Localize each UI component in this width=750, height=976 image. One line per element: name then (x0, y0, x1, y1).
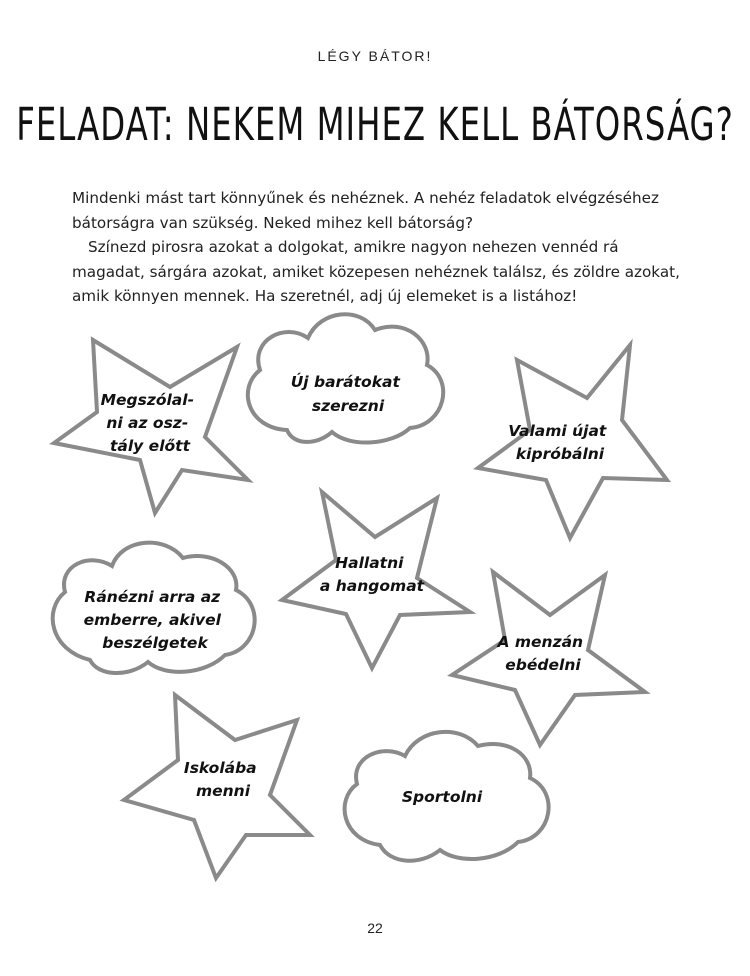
label-line: ebédelni (505, 656, 581, 674)
label-line: szerezni (311, 397, 385, 415)
label-line: beszélgetek (102, 634, 208, 652)
label-line: a hangomat (319, 577, 425, 595)
label-line: Új barátokat (290, 373, 400, 391)
star-raise-my-voice[interactable] (282, 492, 470, 668)
label-line: kipróbálni (515, 445, 605, 463)
label-line: menni (195, 782, 251, 800)
intro-paragraph-2: Színezd pirosra azokat a dolgokat, amikre nagyon nehezen vennéd rá magadat, sárgára azokat, amiket közepesen nehéznek találsz, és zöldre azokat, amik könnyen mennek. Ha szeretnél, adj új elemeket is a listához! (72, 238, 680, 305)
label-line: A menzán (497, 633, 584, 651)
star-go-to-school[interactable] (124, 695, 310, 878)
star-speak-in-class[interactable] (54, 340, 248, 513)
cloud-look-at-person[interactable] (53, 543, 255, 673)
label-line: Sportolni (401, 788, 483, 806)
star-outline (478, 345, 667, 538)
cloud-do-sports[interactable] (345, 732, 549, 861)
star-lunch-in-canteen[interactable] (452, 572, 645, 745)
label-line: ni az osz- (106, 414, 189, 432)
label-line: Megszólal- (100, 391, 195, 409)
intro-paragraph-1: Mindenki mást tart könnyűnek és nehéznek. A nehéz feladatok elvégzéséhez bátorságra van szükség. Neked mihez kell bátorság? (72, 189, 659, 232)
cloud-new-friends[interactable] (248, 314, 443, 442)
label-line: tály előtt (110, 437, 190, 455)
cloud-outline (53, 543, 255, 673)
label-line: emberre, akivel (83, 611, 221, 629)
shape-label (101, 391, 200, 455)
page-number: 22 (367, 920, 383, 936)
label-line: Iskolába (183, 759, 257, 777)
label-line: Hallatni (335, 554, 404, 572)
star-try-something-new[interactable] (478, 345, 667, 538)
label-line: Ránézni arra az (84, 588, 221, 606)
shape-label (84, 588, 227, 652)
shape-label (402, 788, 483, 806)
running-header: LÉGY BÁTOR! (317, 48, 433, 64)
page-title: FELADAT: NEKEM MIHEZ KELL BÁTORSÁG? (16, 100, 734, 152)
label-line: Valami újat (508, 422, 607, 440)
